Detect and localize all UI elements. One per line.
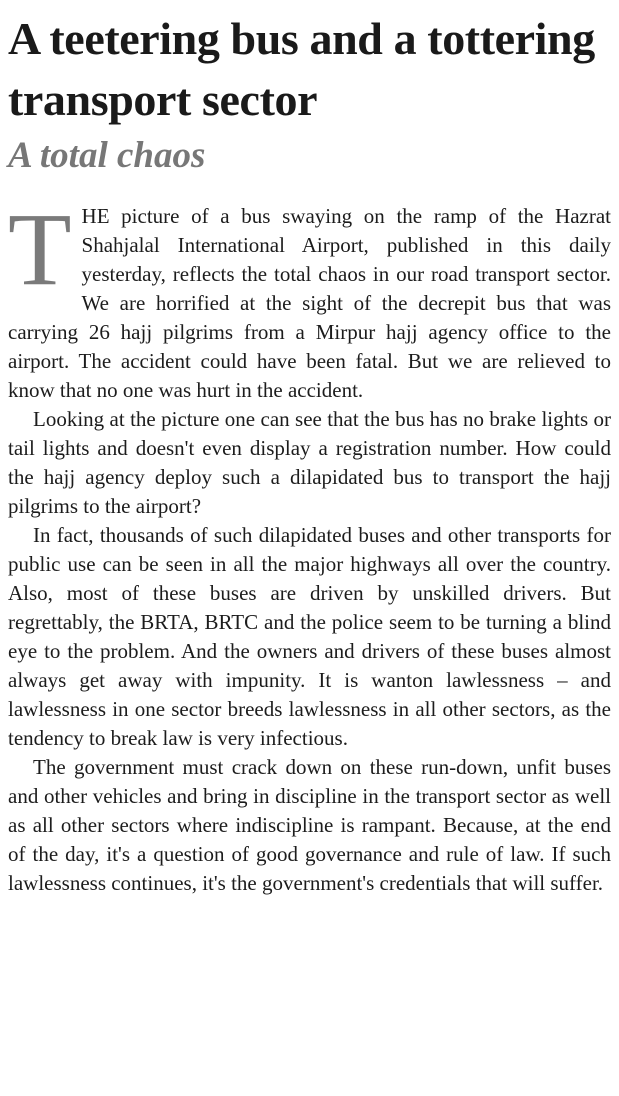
- headline: A teetering bus and a tottering transport sector: [8, 13, 595, 125]
- paragraph-2: Looking at the picture one can see that the bus has no brake lights or tail lights and doesn't even display a registration number. How could the hajj agency deploy such a dilapidated bus to transport the hajj pilgrims to the airport?: [8, 407, 611, 518]
- subheadline: A total chaos: [8, 135, 206, 176]
- paragraph-1-text: HE picture of a bus swaying on the ramp of the Hazrat Shahjalal International Airport, published in this daily yesterday, reflects the total chaos in our road transport sector. We are horrified at the sight of the decrepit bus that was carrying 26 hajj pilgrims from a Mirpur hajj agency office to the airport. The accident could have been fatal. But we are relieved to know that no one was hurt in the accident.: [8, 204, 611, 402]
- drop-cap: T: [8, 192, 72, 307]
- paragraph-3: In fact, thousands of such dilapidated buses and other transports for public use can be seen in all the major highways all over the country. Also, most of these buses are driven by unskilled drivers. But regrettably, the BRTA, BRTC and the police seem to be turning a blind eye to the problem. And the owners and drivers of these buses almost always get away with impunity. It is wanton lawlessness – and lawlessness in one sector breeds lawlessness in all other sectors, as the tendency to break law is very infectious.: [8, 523, 611, 750]
- paragraph-4: The government must crack down on these run-down, unfit buses and other vehicles and bring in discipline in the transport sector as well as all other sectors where indiscipline is rampant. Because, at the end of the day, it's a question of good governance and rule of law. If such lawlessness continues, it's the government's credentials that will suffer.: [8, 755, 611, 895]
- editorial-article: [8, 8, 611, 898]
- paragraph-1: [8, 192, 611, 405]
- article-body: [8, 192, 611, 898]
